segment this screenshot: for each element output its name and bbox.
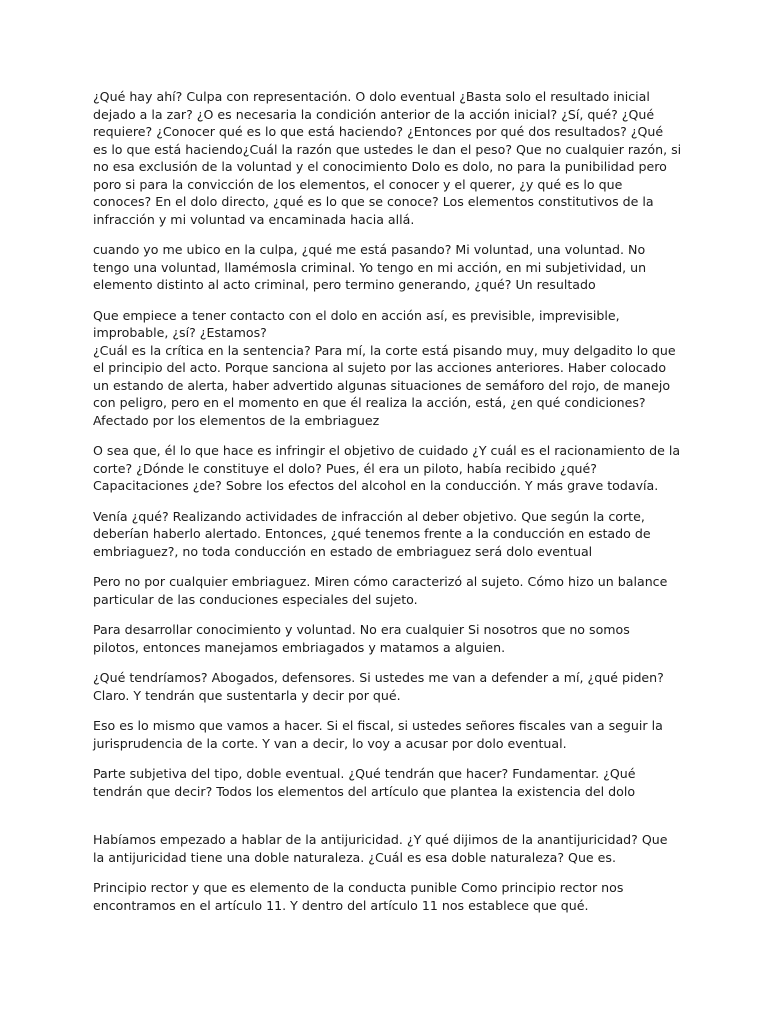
- paragraph-4: O sea que, él lo que hace es infringir el objetivo de cuidado ¿Y cuál es el racionamiento de la corte? ¿Dónde le constituye el dolo? Pues, él era un piloto, había recibido ¿qué? Capacitaciones ¿de? Sobre los efectos del alcohol en la conducción. Y más grave todavía.: [93, 443, 681, 493]
- document-body: [93, 88, 683, 927]
- paragraph-7: Para desarrollar conocimiento y voluntad. No era cualquier Si nosotros que no somos pilotos, entonces manejamos embriagados y matamos a alguien.: [93, 622, 630, 655]
- paragraph-1: ¿Qué hay ahí? Culpa con representación. O dolo eventual ¿Basta solo el resultado inicial dejado a la zar? ¿O es necesaria la condición anterior de la acción inicial? ¿Sí, qué? ¿Qué requiere? ¿Conocer qué es lo que está haciendo? ¿Entonces por qué dos resultados? ¿Qué es lo que está haciendo¿Cuál la razón que ustedes le dan el peso? Que no cualquier razón, si no esa exclusión de la voluntad y el conocimiento Dolo es dolo, no para la punibilidad pero poro si para la convicción de los elementos, el conocer y el querer, ¿y qué es lo que conoces? En el dolo directo, ¿qué es lo que se conoce? Los elementos constitutivos de la infracción y mi voluntad va encaminada hacia allá.: [93, 89, 682, 227]
- paragraph-6: Pero no por cualquier embriaguez. Miren cómo caracterizó al sujeto. Cómo hizo un balance particular de las conduciones especiales del sujeto.: [93, 574, 668, 607]
- paragraph-11: Habíamos empezado a hablar de la antijuricidad. ¿Y qué dijimos de la anantijuricidad? Que la antijuricidad tiene una doble naturaleza. ¿Cuál es esa doble naturaleza? Que es.: [93, 832, 668, 865]
- paragraph-3: Que empiece a tener contacto con el dolo en acción así, es previsible, imprevisible, improbable, ¿sí? ¿Estamos? ¿Cuál es la crítica en la sentencia? Para mí, la corte está pisando muy, muy delgadito lo que el principio del acto. Porque sanciona al sujeto por las acciones anteriores. Haber colocado un estando de alerta, haber advertido algunas situaciones de semáforo del rojo, de manejo con peligro, pero en el momento en que él realiza la acción, está, ¿en qué condiciones? Afectado por los elementos de la embriaguez: [93, 307, 676, 428]
- paragraph-8: ¿Qué tendríamos? Abogados, defensores. Si ustedes me van a defender a mí, ¿qué piden? Claro. Y tendrán que sustentarla y decir por qué.: [93, 670, 664, 703]
- paragraph-5: Venía ¿qué? Realizando actividades de infracción al deber objetivo. Que según la corte, deberían haberlo alertado. Entonces, ¿qué tenemos frente a la conducción en estado de embriaguez?, no toda conducción en estado de embriaguez será dolo eventual: [93, 508, 651, 559]
- paragraph-12: Principio rector y que es elemento de la conducta punible Como principio rector nos encontramos en el artículo 11. Y dentro del artículo 11 nos establece que qué.: [93, 880, 624, 913]
- paragraph-9: Eso es lo mismo que vamos a hacer. Si el fiscal, si ustedes señores fiscales van a seguir la jurisprudencia de la corte. Y van a decir, lo voy a acusar por dolo eventual.: [93, 718, 663, 751]
- paragraph-2: cuando yo me ubico en la culpa, ¿qué me está pasando? Mi voluntad, una voluntad. No tengo una voluntad, llamémosla criminal. Yo tengo en mi acción, en mi subjetividad, un elemento distinto al acto criminal, pero termino generando, ¿qué? Un resultado: [93, 242, 647, 292]
- paragraph-10: Parte subjetiva del tipo, doble eventual. ¿Qué tendrán que hacer? Fundamentar. ¿Qué tendrán que decir? Todos los elementos del artículo que plantea la existencia del dolo: [93, 766, 636, 799]
